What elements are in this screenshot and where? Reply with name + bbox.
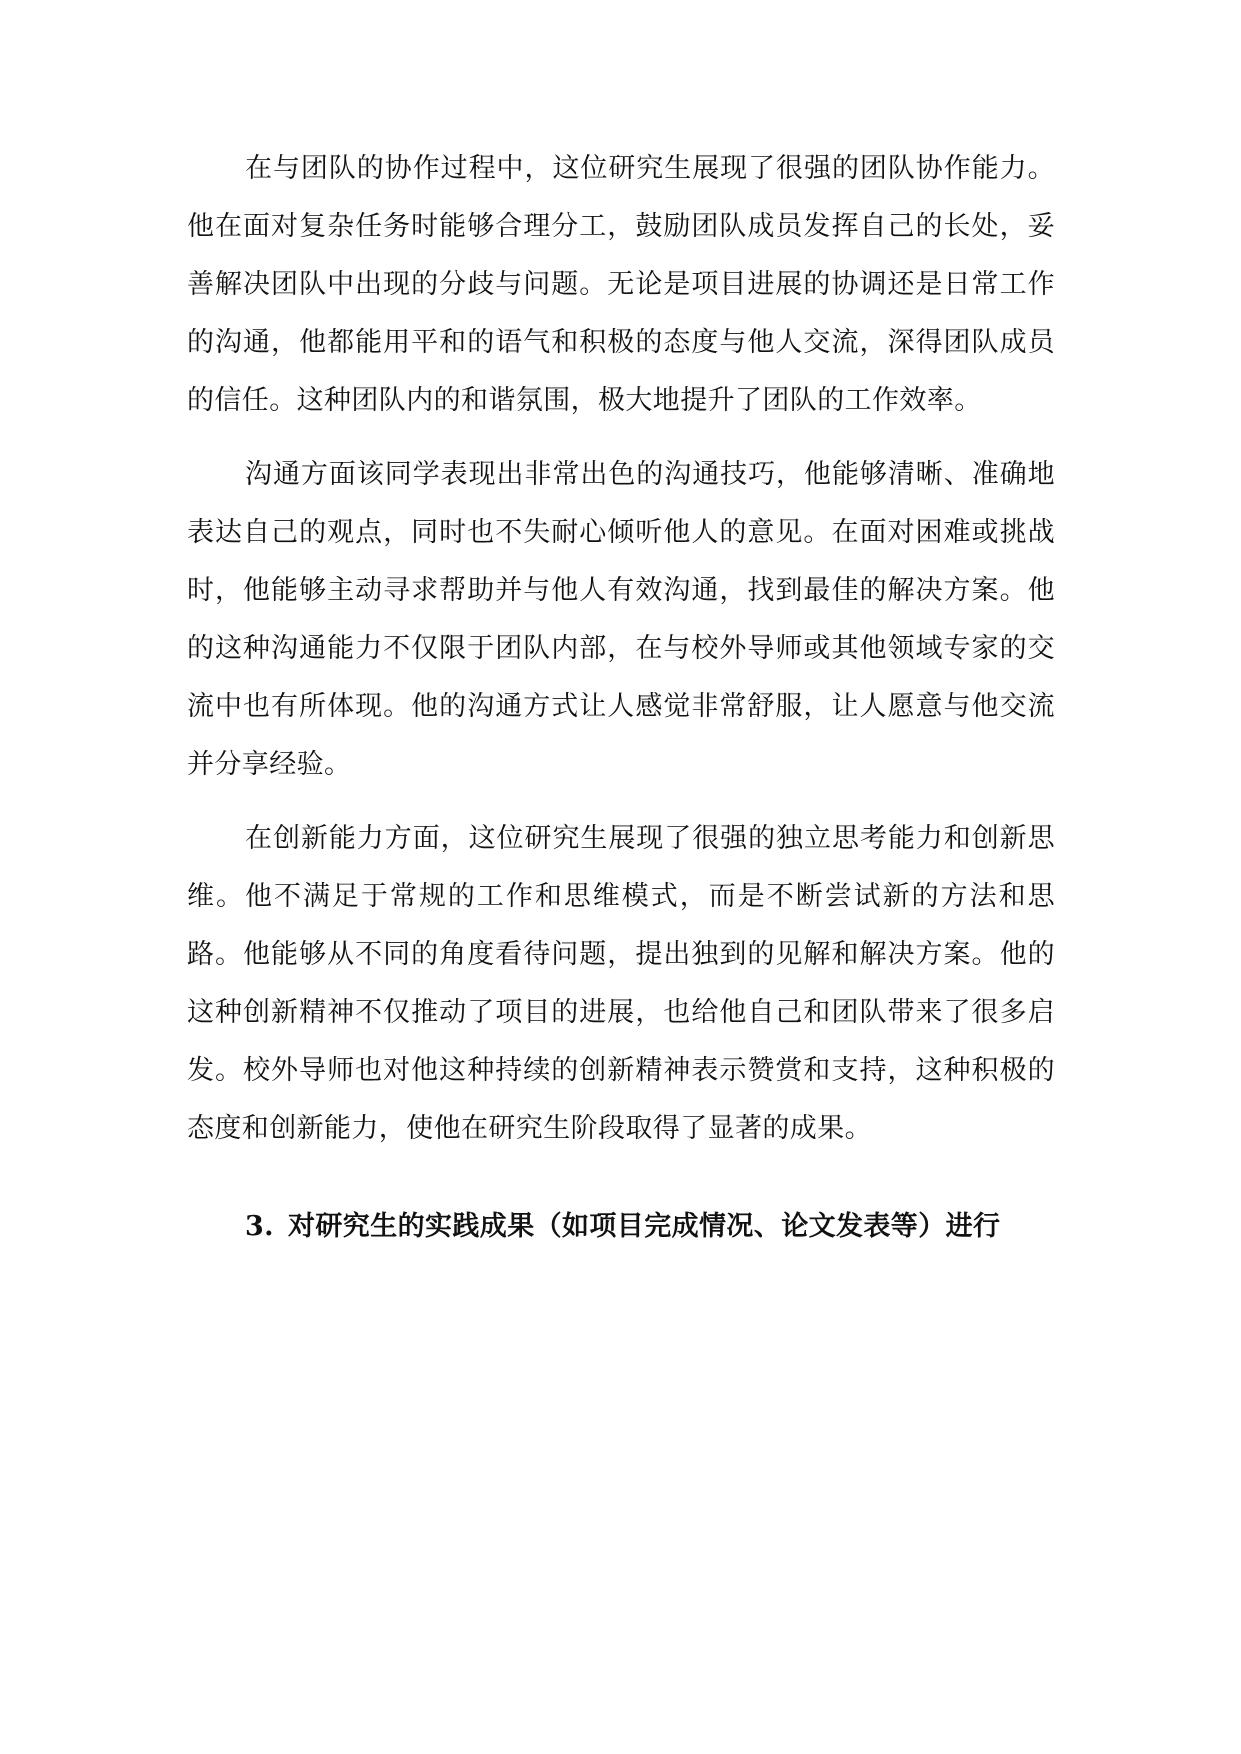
paragraph-communication: 沟通方面该同学表现出非常出色的沟通技巧，他能够清晰、准确地表达自己的观点，同时也不失耐心倾听他人的意见。在面对困难或挑战时，他能够主动寻求帮助并与他人有效沟通，找到最佳的解决方案。他的这种沟通能力不仅限于团队内部，在与校外导师或其他领域专家的交流中也有所体现。他的沟通方式让人感觉非常舒服，让人愿意与他交流并分享经验。 <box>187 459 1055 780</box>
document-body <box>187 140 1055 1256</box>
paragraph-innovation: 在创新能力方面，这位研究生展现了很强的独立思考能力和创新思维。他不满足于常规的工作和思维模式，而是不断尝试新的方法和思路。他能够从不同的角度看待问题，提出独到的见解和解决方案。他的这种创新精神不仅推动了项目的进展，也给他自己和团队带来了很多启发。校外导师也对他这种持续的创新精神表示赞赏和支持，这种积极的态度和创新能力，使他在研究生阶段取得了显著的成果。 <box>187 823 1055 1144</box>
paragraph-teamwork: 在与团队的协作过程中，这位研究生展现了很强的团队协作能力。他在面对复杂任务时能够合理分工，鼓励团队成员发挥自己的长处，妥善解决团队中出现的分歧与问题。无论是项目进展的协调还是日常工作的沟通，他都能用平和的语气和积极的态度与他人交流，深得团队成员的信任。这种团队内的和谐氛围，极大地提升了团队的工作效率。 <box>187 153 1055 416</box>
section-heading-text: 对研究生的实践成果（如项目完成情况、论文发表等）进行 <box>288 1211 1001 1242</box>
section-heading <box>187 1198 1055 1256</box>
section-heading-number: 3. <box>245 1211 274 1242</box>
